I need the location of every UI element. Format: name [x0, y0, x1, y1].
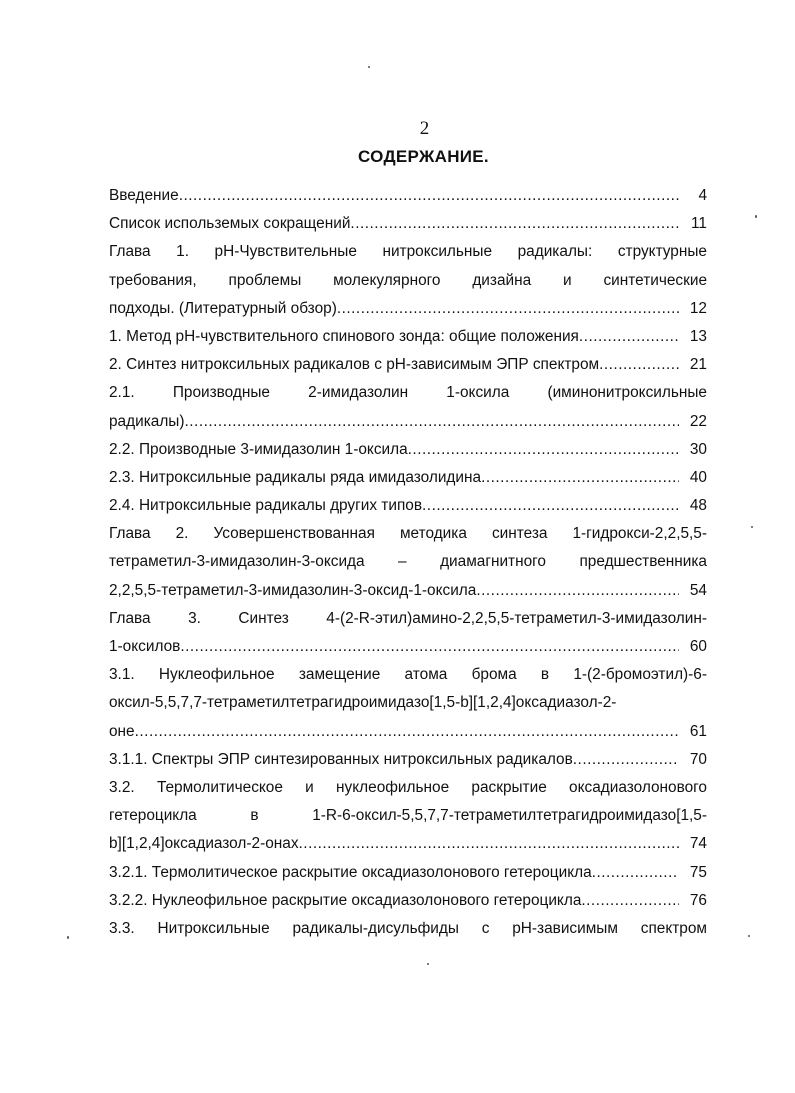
toc-entry	[109, 351, 707, 379]
toc-entry-text: 2.4. Нитроксильные радикалы других типов	[109, 497, 423, 515]
toc-entry-text: подходы. (Литературный обзор)	[109, 299, 337, 317]
toc-entry-text: 2.2. Производные 3-имидазолин 1-оксила	[109, 440, 408, 458]
scan-speck	[748, 935, 750, 937]
toc-entry	[109, 577, 707, 605]
scan-speck	[368, 66, 370, 68]
toc-line: 3.3. Нитроксильные радикалы-дисульфиды с рН-зависимым спектром	[109, 919, 707, 937]
toc-entry-text: 2.3. Нитроксильные радикалы ряда имидазолидина	[109, 468, 482, 486]
dot-leader	[337, 295, 679, 323]
toc-page-number: 12	[689, 299, 707, 317]
toc-page-number: 21	[689, 356, 707, 374]
toc-page-number: 61	[689, 722, 707, 740]
toc-entry	[109, 633, 707, 661]
dot-leader	[599, 351, 679, 379]
dot-leader	[180, 633, 679, 661]
toc-entry	[109, 436, 707, 464]
toc-entry-text: 1-оксилов	[109, 638, 181, 655]
scan-speck	[751, 526, 753, 528]
toc-entry	[109, 408, 707, 436]
toc-entry	[109, 323, 707, 351]
toc-entry-text: 3.1.1. Спектры ЭПР синтезированных нитроксильных радикалов	[109, 750, 573, 768]
toc-entry-text: радикалы)	[109, 412, 185, 430]
toc-page-number: 60	[689, 638, 707, 655]
toc-line: гетероцикла в 1-R-6-оксил-5,5,7,7-тетраметилтетрагидроимидазо[1,5-	[109, 807, 707, 825]
scan-speck	[427, 963, 429, 965]
dot-leader	[476, 577, 679, 605]
toc-line: 3.1. Нуклеофильное замещение атома брома в 1-(2-бромоэтил)-6-	[109, 666, 707, 684]
toc-line: Глава 1. рН-Чувствительные нитроксильные радикалы: структурные	[109, 243, 707, 261]
toc-entry-text: Список использемых сокращений	[109, 215, 351, 233]
toc-entry	[109, 182, 707, 210]
dot-leader	[422, 492, 679, 520]
toc-page-number: 11	[691, 215, 707, 233]
toc-page-number: 30	[689, 440, 707, 458]
toc-page-number: 13	[689, 327, 707, 345]
toc-entry	[109, 859, 707, 887]
toc-entry	[109, 746, 707, 774]
toc-entry-text: 1. Метод рН-чувствительного спинового зонда: общие положения	[109, 327, 579, 345]
toc-line: Глава 2. Усовершенствованная методика синтеза 1-гидрокси-2,2,5,5-	[109, 525, 707, 543]
dot-leader	[579, 323, 679, 351]
scan-speck	[67, 936, 69, 939]
toc-page-number: 4	[698, 187, 707, 204]
toc-line: 2.1. Производные 2-имидазолин 1-оксила (иминонитроксильные	[109, 384, 707, 402]
toc-entry-text: 3.2.2. Нуклеофильное раскрытие оксадиазолонового гетероцикла	[109, 891, 582, 909]
dot-leader	[408, 436, 679, 464]
dot-leader	[581, 887, 679, 915]
toc-entry	[109, 718, 707, 746]
toc-line: оксил-5,5,7,7-тетраметилтетрагидроимидазо[1,5-b][1,2,4]оксадиазол-2-	[109, 694, 617, 712]
toc-line: требования, проблемы молекулярного дизайна и синтетические	[109, 271, 707, 289]
toc-entry-text: Введение	[109, 187, 179, 204]
toc-entry-text: 3.2.1. Термолитическое раскрытие оксадиазолонового гетероцикла	[109, 863, 592, 881]
toc-title: СОДЕРЖАНИЕ.	[358, 147, 489, 166]
toc-entry-text: b][1,2,4]оксадиазол-2-онах	[109, 835, 299, 853]
dot-leader	[299, 830, 679, 858]
toc-page-number: 54	[689, 581, 707, 599]
toc-entry	[109, 887, 707, 915]
toc-page-number: 75	[689, 863, 707, 881]
toc-line: тетраметил-3-имидазолин-3-оксида – диамагнитного предшественника	[109, 553, 707, 571]
toc-entry	[109, 464, 707, 492]
toc-page-number: 70	[689, 750, 707, 768]
dot-leader	[350, 210, 679, 238]
toc-entry-text: оне	[109, 722, 135, 740]
dot-leader	[592, 859, 679, 887]
dot-leader	[481, 464, 679, 492]
toc-entry	[109, 830, 707, 858]
page-number: 2	[419, 118, 430, 139]
toc-entry-text: 2,2,5,5-тетраметил-3-имидазолин-3-оксид-1-оксила	[109, 581, 477, 599]
toc-page-number: 48	[689, 497, 707, 515]
toc-entry	[109, 295, 707, 323]
toc-page-number: 40	[689, 468, 707, 486]
toc-entry	[109, 210, 707, 238]
toc-line: Глава 3. Синтез 4-(2-R-этил)амино-2,2,5,5-тетраметил-3-имидазолин-	[109, 609, 707, 627]
dot-leader	[573, 746, 679, 774]
toc-page-number: 22	[689, 412, 707, 430]
toc-page-number: 76	[689, 891, 707, 909]
toc-line: 3.2. Термолитическое и нуклеофильное раскрытие оксадиазолонового	[109, 778, 707, 796]
dot-leader	[135, 718, 679, 746]
toc-entry-text: 2. Синтез нитроксильных радикалов с рН-зависимым ЭПР спектром	[109, 356, 600, 374]
toc-entry	[109, 492, 707, 520]
toc-page-number: 74	[689, 835, 707, 853]
table-of-contents	[109, 182, 707, 943]
scan-speck	[755, 215, 757, 218]
dot-leader	[179, 182, 679, 210]
dot-leader	[185, 408, 680, 436]
